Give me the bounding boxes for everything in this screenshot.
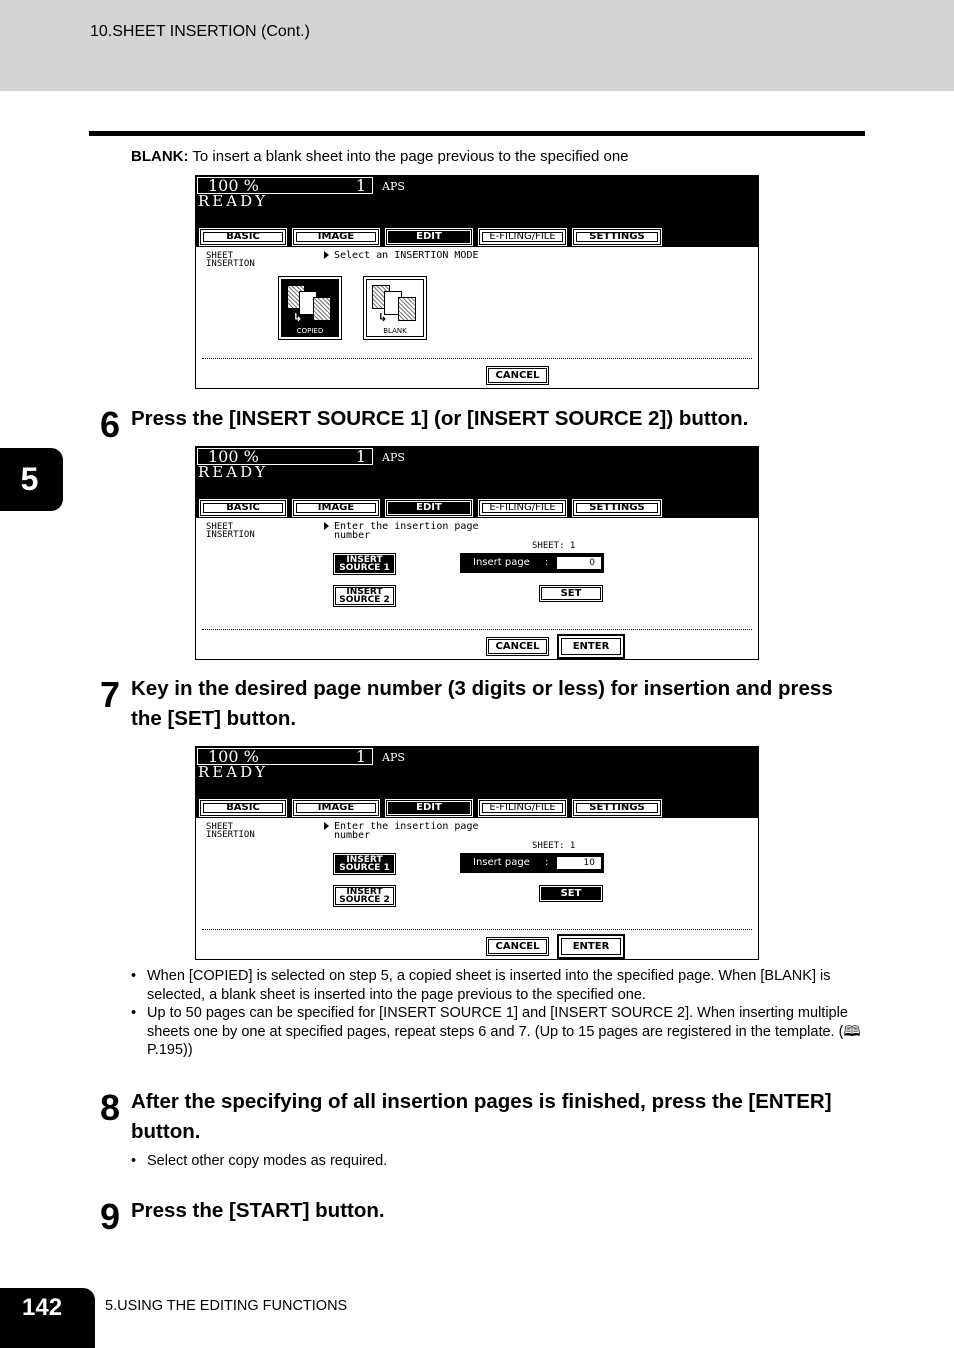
panel-screen-set-page bbox=[195, 746, 759, 960]
insert-source-2-button[interactable] bbox=[333, 585, 396, 607]
function-label-line2: INSERTION bbox=[206, 530, 255, 540]
paper-mode: APS bbox=[382, 451, 405, 464]
prompt-line: Select an INSERTION MODE bbox=[334, 250, 479, 261]
tab-edit[interactable]: EDIT bbox=[386, 500, 472, 516]
cancel-button[interactable]: CANCEL bbox=[486, 366, 549, 385]
paper-mode: APS bbox=[382, 751, 405, 764]
function-label-line2: INSERTION bbox=[206, 830, 255, 840]
copy-count: 1 bbox=[355, 447, 366, 466]
insert-page-label: Insert page bbox=[473, 557, 530, 568]
notes-list bbox=[131, 967, 866, 1060]
button-line: INSERT bbox=[346, 855, 383, 865]
insert-source-1-button[interactable] bbox=[333, 853, 396, 875]
page-icon bbox=[313, 297, 331, 321]
section-rule bbox=[89, 131, 865, 136]
chapter-tab: 5 bbox=[0, 448, 63, 511]
tab-image[interactable]: IMAGE bbox=[293, 229, 379, 245]
notes-list bbox=[131, 1152, 866, 1171]
copied-label: COPIED bbox=[296, 327, 324, 335]
button-line: INSERT bbox=[346, 887, 383, 897]
step-number: 8 bbox=[100, 1087, 120, 1128]
insert-page-value: 0 bbox=[557, 557, 601, 569]
blank-text: To insert a blank sheet into the page previous to the specified one bbox=[188, 148, 629, 165]
function-label-line2: INSERTION bbox=[206, 259, 255, 269]
insert-page-colon: : bbox=[545, 857, 549, 868]
function-label-line1: SHEET bbox=[206, 522, 234, 532]
insert-page-label: Insert page bbox=[473, 857, 530, 868]
tab-image[interactable]: IMAGE bbox=[293, 800, 379, 816]
enter-button[interactable]: ENTER bbox=[557, 634, 625, 659]
note-item: • Up to 50 pages can be specified for [INSERT SOURCE 1] and [INSERT SOURCE 2]. When inserting multiple sheets one by one at specified pages, repeat steps 6 and 7. (Up to 15 pages are registered in the template. (🕮 P.195)) bbox=[131, 1004, 866, 1060]
screen-status-area bbox=[196, 747, 758, 818]
header-band bbox=[0, 0, 954, 91]
prompt-line: number bbox=[334, 830, 371, 841]
button-line: SOURCE 2 bbox=[339, 595, 390, 605]
insert-page-colon: : bbox=[545, 557, 549, 568]
function-label bbox=[206, 823, 276, 839]
enter-button[interactable]: ENTER bbox=[557, 934, 625, 959]
tab-image[interactable]: IMAGE bbox=[293, 500, 379, 516]
cancel-button[interactable]: CANCEL bbox=[486, 637, 549, 656]
note-item: • When [COPIED] is selected on step 5, a copied sheet is inserted into the specified page. When [BLANK] is selected, a blank sheet is inserted into the page previous to the specified one. bbox=[131, 967, 866, 1004]
tab-basic[interactable]: BASIC bbox=[200, 500, 286, 516]
insert-page-field[interactable] bbox=[460, 853, 604, 873]
tab-edit[interactable]: EDIT bbox=[386, 229, 472, 245]
page-number: 142 bbox=[0, 1288, 95, 1348]
tab-efiling[interactable]: E-FILING/FILE bbox=[479, 229, 566, 245]
divider bbox=[202, 629, 752, 630]
step-number: 9 bbox=[100, 1196, 120, 1237]
step-number: 7 bbox=[100, 674, 120, 715]
divider bbox=[202, 929, 752, 930]
blank-description bbox=[131, 148, 629, 165]
panel-screen-insert-source bbox=[195, 446, 759, 660]
prompt-line: Enter the insertion page bbox=[334, 821, 479, 832]
tab-settings[interactable]: SETTINGS bbox=[573, 229, 661, 245]
sheet-counter: SHEET: 1 bbox=[532, 541, 576, 551]
button-line: SOURCE 2 bbox=[339, 895, 390, 905]
function-label-line1: SHEET bbox=[206, 822, 234, 832]
step-title: Press the [START] button. bbox=[131, 1199, 385, 1222]
set-button[interactable]: SET bbox=[539, 885, 603, 902]
note-item: • Select other copy modes as required. bbox=[131, 1152, 866, 1171]
blank-mode-button[interactable] bbox=[363, 276, 427, 340]
tab-settings[interactable]: SETTINGS bbox=[573, 800, 661, 816]
tab-basic[interactable]: BASIC bbox=[200, 800, 286, 816]
insert-source-1-button[interactable] bbox=[333, 553, 396, 575]
function-label-line1: SHEET bbox=[206, 251, 234, 261]
prompt-text bbox=[324, 522, 524, 540]
prompt-text bbox=[324, 822, 524, 840]
prompt-arrow-icon bbox=[324, 251, 329, 259]
status-text: READY bbox=[198, 192, 269, 210]
blank-label: BLANK bbox=[383, 327, 407, 335]
zoom-value: 100 % bbox=[208, 747, 259, 766]
prompt-text bbox=[324, 251, 524, 260]
insert-arrow-icon: ↳ bbox=[378, 311, 388, 324]
button-line: INSERT bbox=[346, 587, 383, 597]
step-title: Press the [INSERT SOURCE 1] (or [INSERT SOURCE 2]) button. bbox=[131, 407, 749, 430]
insert-page-value: 10 bbox=[557, 857, 601, 869]
insert-page-field[interactable] bbox=[460, 553, 604, 573]
copied-mode-button[interactable] bbox=[278, 276, 342, 340]
zoom-value: 100 % bbox=[208, 176, 259, 195]
tab-efiling[interactable]: E-FILING/FILE bbox=[479, 800, 566, 816]
function-label bbox=[206, 252, 276, 268]
tab-efiling[interactable]: E-FILING/FILE bbox=[479, 500, 566, 516]
set-button[interactable]: SET bbox=[539, 585, 603, 602]
footer-section: 5.USING THE EDITING FUNCTIONS bbox=[105, 1298, 348, 1314]
prompt-arrow-icon bbox=[324, 822, 329, 830]
page-icon bbox=[398, 297, 416, 321]
tab-edit[interactable]: EDIT bbox=[386, 800, 472, 816]
button-line: INSERT bbox=[346, 555, 383, 565]
copy-count: 1 bbox=[355, 747, 366, 766]
sheet-counter: SHEET: 1 bbox=[532, 841, 576, 851]
status-text: READY bbox=[198, 763, 269, 781]
step-title: Key in the desired page number (3 digits or less) for insertion and press the [SET] button. bbox=[131, 677, 833, 730]
screen-status-area bbox=[196, 447, 758, 518]
prompt-arrow-icon bbox=[324, 522, 329, 530]
paper-mode: APS bbox=[382, 180, 405, 193]
insert-arrow-icon: ↳ bbox=[293, 311, 303, 324]
insert-source-2-button[interactable] bbox=[333, 885, 396, 907]
zoom-value: 100 % bbox=[208, 447, 259, 466]
divider bbox=[202, 358, 752, 359]
step-title: After the specifying of all insertion pages is finished, press the [ENTER] button. bbox=[131, 1090, 832, 1143]
blank-term: BLANK: bbox=[131, 148, 189, 165]
panel-screen-insertion-mode bbox=[195, 175, 759, 389]
tab-basic[interactable]: BASIC bbox=[200, 229, 286, 245]
function-label bbox=[206, 523, 276, 539]
tab-settings[interactable]: SETTINGS bbox=[573, 500, 661, 516]
step-number: 6 bbox=[100, 404, 120, 445]
cancel-button[interactable]: CANCEL bbox=[486, 937, 549, 956]
status-text: READY bbox=[198, 463, 269, 481]
button-line: SOURCE 1 bbox=[339, 863, 390, 873]
button-line: SOURCE 1 bbox=[339, 563, 390, 573]
prompt-line: number bbox=[334, 530, 371, 541]
prompt-line: Enter the insertion page bbox=[334, 521, 479, 532]
screen-status-area bbox=[196, 176, 758, 247]
header-title: 10.SHEET INSERTION (Cont.) bbox=[90, 23, 310, 40]
copy-count: 1 bbox=[355, 176, 366, 195]
